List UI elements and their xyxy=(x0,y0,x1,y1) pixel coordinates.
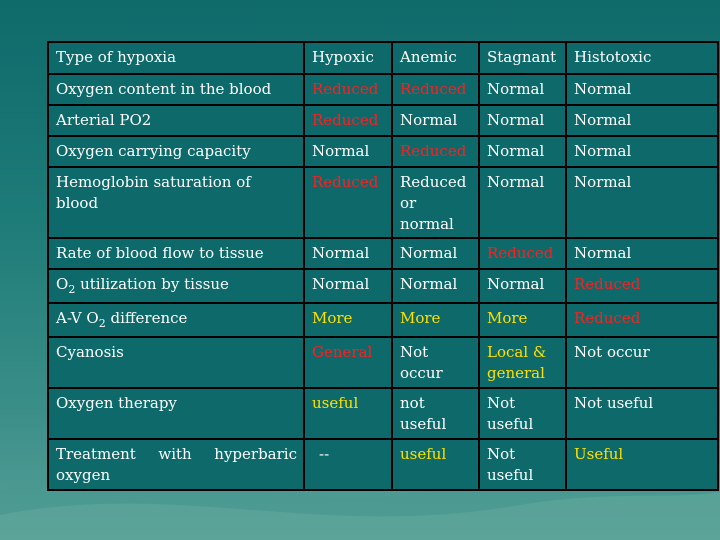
cell-hypoxic: More xyxy=(304,303,392,337)
cell-histotoxic: Normal xyxy=(566,167,718,238)
cell-hypoxic: Reduced xyxy=(304,105,392,136)
cell-anemic: Not occur xyxy=(392,337,479,388)
cell-stagnant: Normal xyxy=(479,269,566,303)
row-label xyxy=(48,303,304,337)
label-subscript: 2 xyxy=(98,317,106,330)
cell-anemic: Reduced xyxy=(392,74,479,105)
cell-stagnant: Normal xyxy=(479,74,566,105)
cell-hypoxic: Normal xyxy=(304,136,392,167)
cell-hypoxic: Reduced xyxy=(304,74,392,105)
cell-histotoxic: Reduced xyxy=(566,269,718,303)
row-av-o2-difference xyxy=(48,303,718,337)
cell-hypoxic: Normal xyxy=(304,269,392,303)
row-rate-of-blood-flow xyxy=(48,238,718,269)
cell-hypoxic: Reduced xyxy=(304,167,392,238)
row-oxygen-therapy xyxy=(48,388,718,439)
header-row xyxy=(48,42,718,74)
cell-anemic: Normal xyxy=(392,105,479,136)
cell-stagnant: Normal xyxy=(479,136,566,167)
cell-anemic: More xyxy=(392,303,479,337)
label-word: with xyxy=(158,445,192,463)
header-stagnant: Stagnant xyxy=(479,42,566,74)
cell-histotoxic: Not occur xyxy=(566,337,718,388)
cell-histotoxic: Reduced xyxy=(566,303,718,337)
row-label xyxy=(48,439,304,490)
cell-anemic: not useful xyxy=(392,388,479,439)
header-hypoxic: Hypoxic xyxy=(304,42,392,74)
label-line-2: oxygen xyxy=(56,466,111,484)
row-oxygen-content xyxy=(48,74,718,105)
label-text: O xyxy=(56,275,69,293)
cell-stagnant: Not useful xyxy=(479,388,566,439)
cell-anemic: Reduced or normal xyxy=(392,167,479,238)
row-label xyxy=(48,269,304,303)
cell-stagnant: Normal xyxy=(479,167,566,238)
cell-stagnant: Not useful xyxy=(479,439,566,490)
label-word: hyperbaric xyxy=(214,445,297,463)
cell-hypoxic: General xyxy=(304,337,392,388)
cell-histotoxic: Not useful xyxy=(566,388,718,439)
row-label: Cyanosis xyxy=(48,337,304,388)
row-arterial-po2 xyxy=(48,105,718,136)
cell-anemic: useful xyxy=(392,439,479,490)
row-label: Oxygen carrying capacity xyxy=(48,136,304,167)
label-text: difference xyxy=(105,309,188,327)
cell-stagnant: Reduced xyxy=(479,238,566,269)
row-hemoglobin-saturation xyxy=(48,167,718,238)
cell-anemic: Normal xyxy=(392,269,479,303)
row-label: Oxygen content in the blood xyxy=(48,74,304,105)
cell-histotoxic: Normal xyxy=(566,105,718,136)
row-hyperbaric-oxygen xyxy=(48,439,718,490)
header-anemic: Anemic xyxy=(392,42,479,74)
row-o2-utilization xyxy=(48,269,718,303)
cell-hypoxic: Normal xyxy=(304,238,392,269)
row-cyanosis xyxy=(48,337,718,388)
cell-hypoxic: -- xyxy=(304,439,392,490)
row-label: Rate of blood flow to tissue xyxy=(48,238,304,269)
cell-stagnant: More xyxy=(479,303,566,337)
label-text: utilization by tissue xyxy=(75,275,229,293)
label-line-1 xyxy=(56,444,297,465)
cell-anemic: Reduced xyxy=(392,136,479,167)
label-text: A-V O xyxy=(56,309,99,327)
cell-histotoxic: Normal xyxy=(566,238,718,269)
header-type-of-hypoxia: Type of hypoxia xyxy=(48,42,304,74)
cell-anemic: Normal xyxy=(392,238,479,269)
row-oxygen-carrying-capacity xyxy=(48,136,718,167)
hypoxia-comparison-table xyxy=(47,41,719,491)
cell-stagnant: Normal xyxy=(479,105,566,136)
row-label: Arterial PO2 xyxy=(48,105,304,136)
cell-histotoxic: Normal xyxy=(566,136,718,167)
label-subscript: 2 xyxy=(68,283,76,296)
label-word: Treatment xyxy=(56,445,136,463)
row-label: Hemoglobin saturation of blood xyxy=(48,167,304,238)
header-histotoxic: Histotoxic xyxy=(566,42,718,74)
cell-histotoxic: Useful xyxy=(566,439,718,490)
cell-histotoxic: Normal xyxy=(566,74,718,105)
cell-hypoxic: useful xyxy=(304,388,392,439)
row-label: Oxygen therapy xyxy=(48,388,304,439)
cell-stagnant: Local & general xyxy=(479,337,566,388)
